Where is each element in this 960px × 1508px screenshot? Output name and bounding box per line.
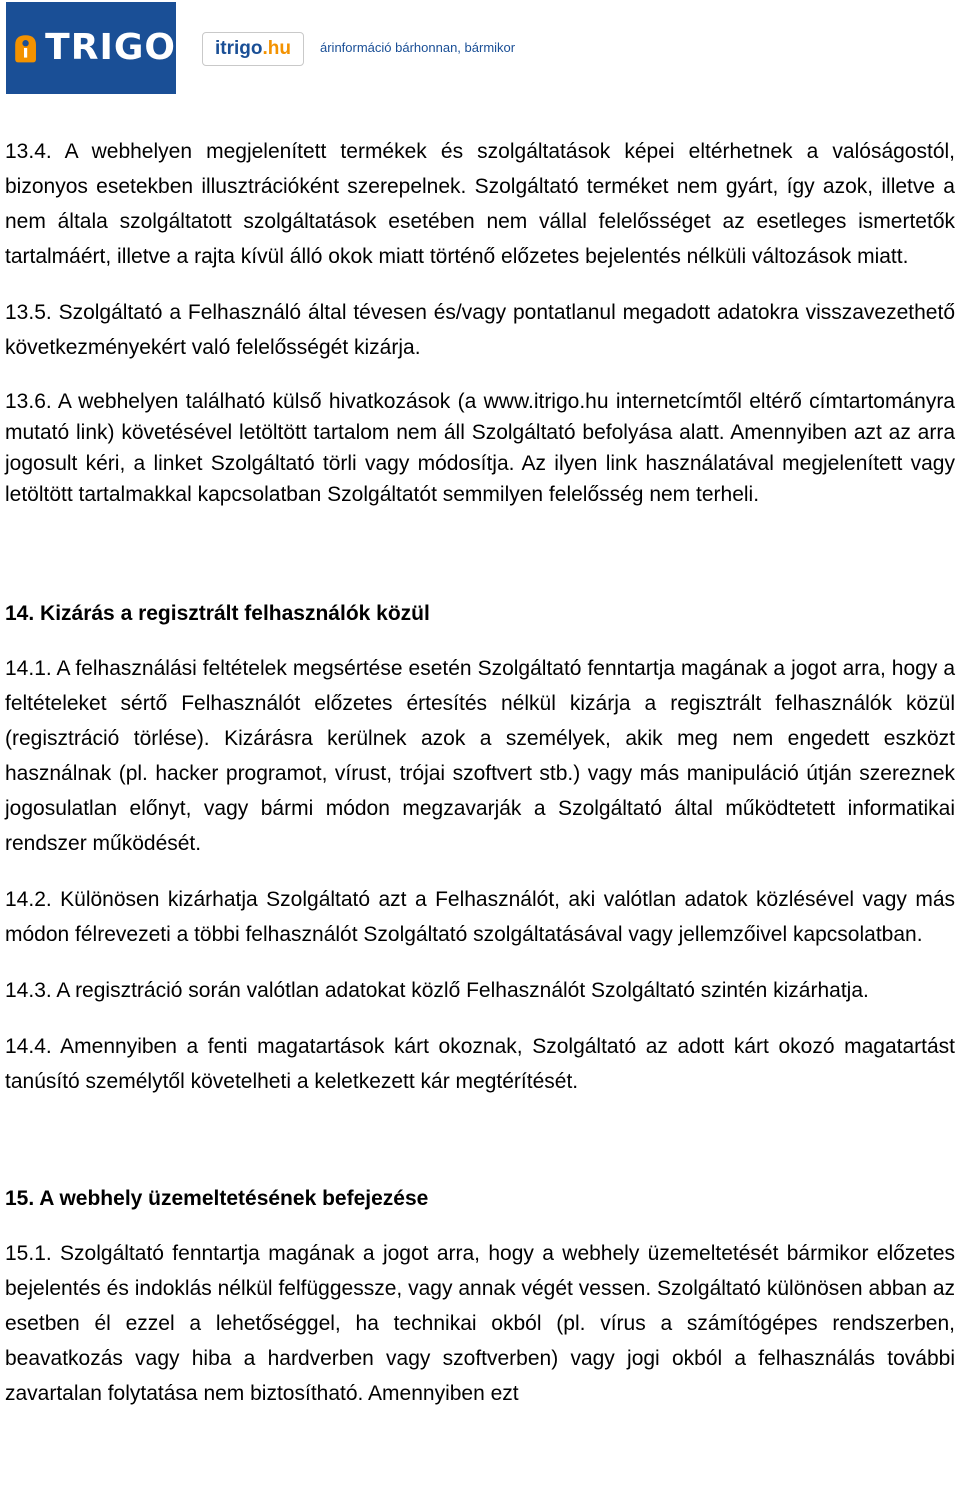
paragraph-14-3: 14.3. A regisztráció során valótlan adatokat közlő Felhasználót Szolgáltató szintén kizárhatja. xyxy=(5,979,869,1002)
tagline: árinformáció bárhonnan, bármikor xyxy=(320,40,516,55)
paragraph-13-6: 13.6. A webhelyen található külső hivatkozások (a www.itrigo.hu internetcímtől eltérő címtartományra mutató link) követésével letöltött tartalom nem áll Szolgáltató befolyása alatt. Amennyiben azt az arra jogosult kéri, a linket Szolgáltató törli vagy módosítja. Az ilyen link használatával megjelenített vagy letöltött tartalmakkal kapcsolatban Szolgáltatót semmilyen felelősség nem terheli. xyxy=(5,390,955,506)
trigo-logo-text: TRIGO xyxy=(45,27,176,68)
paragraph-15-1: 15.1. Szolgáltató fenntartja magának a jogot arra, hogy a webhely üzemeltetését bármikor előzetes bejelentés és indoklás nélkül felfüggessze, vagy annak végét vessen. Szolgáltató különösen abban az esetben él ezzel a lehetőséggel, ha technikai okból (pl. vírus a számítógépes rendszerben, beavatkozás vagy hiba a hardverben vagy szoftverben) vagy jogi okból a felhasználás további zavartalan folytatása nem biztosítható. Amennyiben ezt xyxy=(5,1242,955,1405)
paragraph-13-5: 13.5. Szolgáltató a Felhasználó által tévesen és/vagy pontatlanul megadott adatokra visszavezethető következményekért való felelősségét kizárja. xyxy=(5,301,955,359)
paragraph-13-4: 13.4. A webhelyen megjelenített termékek és szolgáltatások képei eltérhetnek a valóságostól, bizonyos esetekben illusztrációként szerepelnek. Szolgáltató terméket nem gyárt, így azok, illetve a nem általa szolgáltatott szolgáltatások esetében nem vállal felelősséget az esetleges ismertetők tartalmáért, illetve a rajta kívül álló okok miatt történő előzetes bejelentés nélküli változások miatt. xyxy=(5,140,955,268)
paragraph-14-2: 14.2. Különösen kizárhatja Szolgáltató azt a Felhasználót, aki valótlan adatok közlésével vagy más módon félrevezeti a többi felhasználót Szolgáltató szolgáltatásával vagy jellemzőivel kapcsolatban. xyxy=(5,888,955,946)
trigo-logo xyxy=(6,2,176,94)
price-tag-icon xyxy=(12,28,39,68)
section-heading-15: 15. A webhely üzemeltetésének befejezése xyxy=(5,1187,429,1210)
document-header xyxy=(6,2,566,96)
paragraph-14-1: 14.1. A felhasználási feltételek megsértése esetén Szolgáltató fenntartja magának a jogot arra, hogy a feltételeket sértő Felhasználót előzetes értesítés nélkül kizárja a regisztrált felhasználók közül (regisztráció törlése). Kizárásra kerülnek azok a személyek, akik meg nem engedett eszközt használnak (pl. hacker programot, vírust, trójai szoftvert stb.) vagy más manipuláció útján szereznek jogosulatlan előnyt, vagy bármi módon megzavarják a Szolgáltató által működtetett informatikai rendszer működését. xyxy=(5,657,955,855)
itrigo-logo xyxy=(202,32,304,66)
itrigo-logo-suffix: .hu xyxy=(262,38,291,59)
document-body xyxy=(5,134,955,1411)
section-heading-14: 14. Kizárás a regisztrált felhasználók közül xyxy=(5,602,430,625)
itrigo-logo-prefix: itrigo xyxy=(215,38,263,59)
paragraph-14-4: 14.4. Amennyiben a fenti magatartások kárt okoznak, Szolgáltató az adott kárt okozó magatartást tanúsító személytől követelheti a keletkezett kár megtérítését. xyxy=(5,1035,955,1093)
